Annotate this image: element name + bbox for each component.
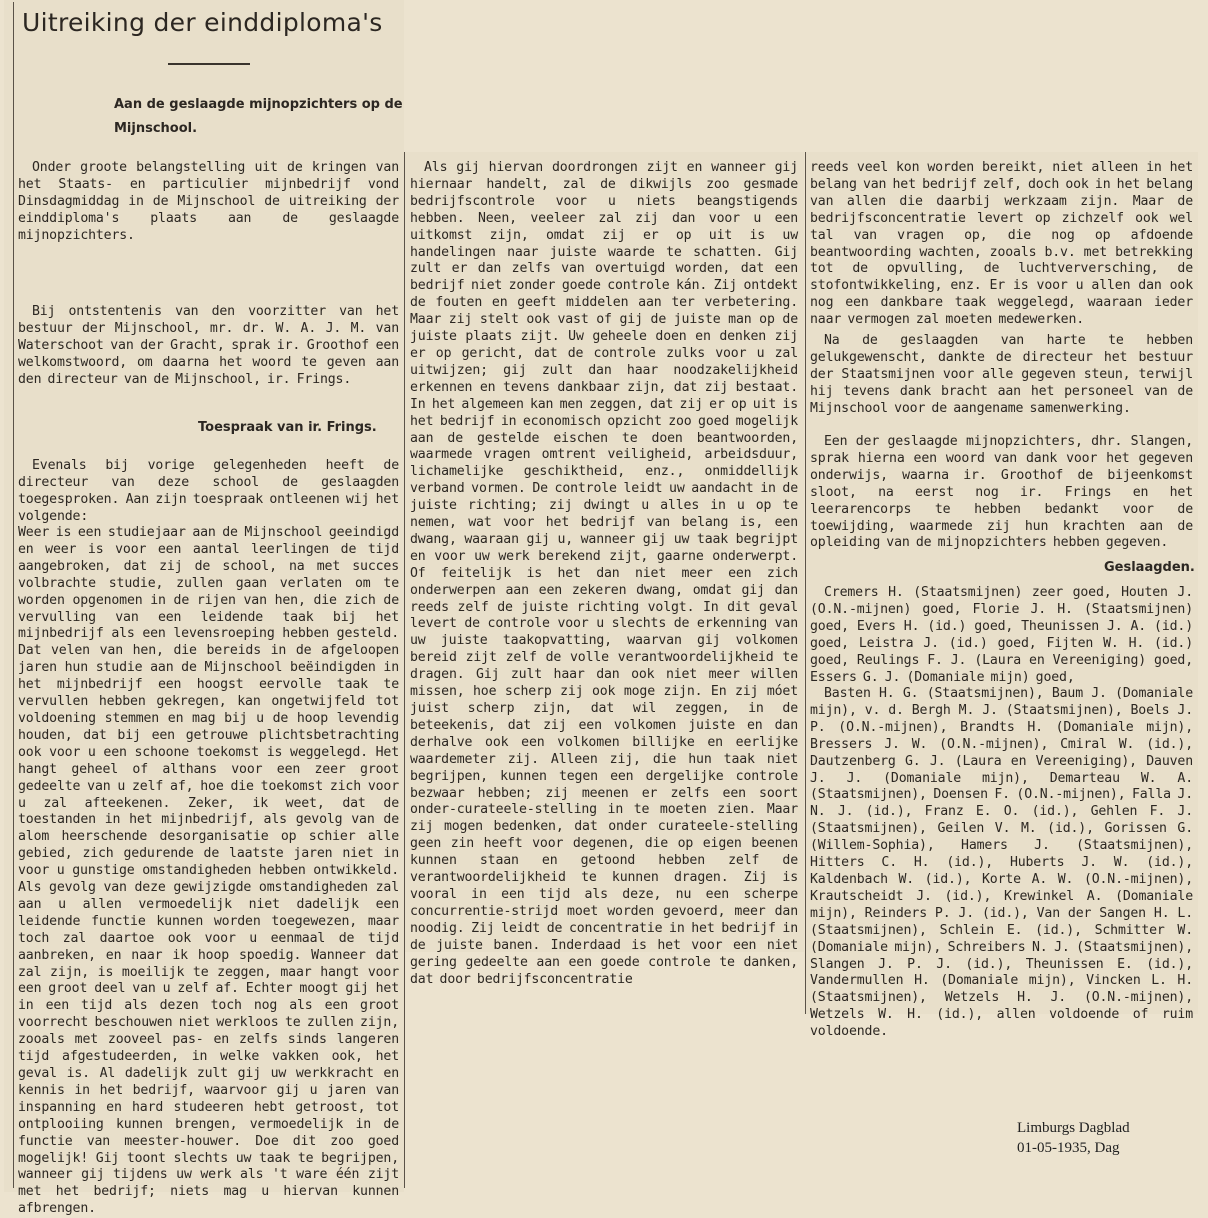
source-caption — [1017, 1118, 1130, 1158]
col3-paragraph-1: reeds veel kon worden bereikt, niet alleen in het belang van het bedrijf zelf, doch ook in het belang van allen die daarbij werkzaam zijn. Maar de bedrijfsconcentratie levert op zichzelf ook wel tal van vragen op, die nog op afdoende beantwoording wachten, zooals b.v. met betrekking tot de opvulling, de luchtverversching, de stofontwikkeling, enz. Er is voor u allen dan ook nog een dankbare taak weggelegd, waaraan ieder naar vermogen zal moeten medewerken. — [810, 160, 1193, 328]
article-subtitle: Aan de geslaagde mijnopzichters op de Mijnschool. — [114, 97, 403, 136]
source-date: 01-05-1935, Dag — [1017, 1140, 1120, 1156]
col3-section-heading: Geslaagden. — [1104, 560, 1195, 575]
column-rule-1 — [404, 152, 405, 1188]
col3-paragraph-4: Cremers H. (Staatsmijnen) zeer goed, Houten J. (O.N.-mijnen) goed, Florie J. H. (Staatsmijnen) goed, Evers H. (id.) goed, Theunissen J. A. (id.) goed, Leistra J. (id.) goed, Fijten W. H. (id.) goed, Reulings F. J. (Laura en Vereeniging) goed, Essers G. J. (Domaniale mijn) goed, — [810, 585, 1193, 685]
column-rule-left — [13, 2, 14, 1188]
col3-paragraph-3: Een der geslaagde mijnopzichters, dhr. Slangen, sprak hierna een woord van dank voor het gegeven onderwijs, waarna ir. Groothof de bijeenkomst sloot, na eerst nog ir. Frings en het leerarencorps te hebben bedankt voor de toewijding, waarmede zij hun krachten aan de opleiding van de mijnopzichters hebben gegeven. — [810, 434, 1193, 551]
column-rule-2 — [805, 152, 806, 1014]
col3-paragraph-5: Basten H. G. (Staatsmijnen), Baum J. (Domaniale mijn), v. d. Bergh M. J. (Staatsmijnen), Boels J. P. (O.N.-mijnen), Brandts H. (Domaniale mijn), Bressers J. W. (O.N.-mijnen), Cmiral W. (id.), Dautzenberg G. J. (Laura en Vereeniging), Dauven J. J. (Domaniale mijn), Demarteau W. A. (Staatsmijnen), Doensen F. (O.N.-mijnen), Falla J. N. J. (id.), Franz E. O. (id.), Gehlen F. J. (Staatsmijnen), Geilen V. M. (id.), Gorissen G. (Willem-Sophia), Hamers J. (Staatsmijnen), Hitters C. H. (id.), Huberts J. W. (id.), Kaldenbach W. (id.), Korte A. W. (O.N.-mijnen), Krautscheidt J. (id.), Krewinkel A. (Domaniale mijn), Reinders P. J. (id.), Van der Sangen H. L. (Staatsmijnen), Schlein E. (id.), Schmitter W. (Domaniale mijn), Schreibers N. J. (Staatsmijnen), Slangen J. P. J. (id.), Theunissen E. (id.), Vandermullen H. (Domaniale mijn), Vincken L. H. (Staatsmijnen), Wetzels H. J. (O.N.-mijnen), Wetzels W. H. (id.), allen voldoende of ruim voldoende. — [810, 686, 1193, 1040]
col1-paragraph-2: Bij ontstentenis van den voorzitter van het bestuur der Mijnschool, mr. dr. W. A. J. M. van Waterschoot van der Gracht, sprak ir. Groothof een welkomstwoord, om daarna het woord te geven aan den directeur van de Mijnschool, ir. Frings. — [18, 304, 399, 387]
col2-paragraph-1: Als gij hiervan doordrongen zijt en wanneer gij hiernaar handelt, zal de dikwijls zoo gesmade bedrijfscontrole voor u niets beangstigends hebben. Neen, veeleer zal zij dan voor u een uitkomst zijn, omdat zij er op uit is uw handelingen naar juiste waarde te schatten. Gij zult er dan zelfs van overtuigd worden, dat een bedrijf niet zonder goede controle kán. Zij ontdekt de fouten en geeft middelen aan ter verbetering. Maar zij stelt ook vast of gij de juiste man op de juiste plaats zijt. Uw geheele doen en denken zij er op gericht, dat de controle zulks voor u zal uitwijzen; gij zult dan haar noodzakelijkheid erkennen en tevens dankbaar zijn, dat zij bestaat. In het algemeen kan men zeggen, dat zij er op uit is het bedrijf in economisch opzicht zoo goed mogelijk aan de gestelde eischen te doen beantwoorden, waarmede vragen omtrent veiligheid, arbeidsduur, lichamelijke geschiktheid, enz., onmiddellijk verband vormen. De controle leidt uw aandacht in de juiste richting; zij dwingt u alles in u op te nemen, wat voor het bedrijf van belang is, een dwang, waaraan gij u, wanneer gij uw taak begrijpt en voor uw werk berekend zijt, gaarne onderwerpt. Of feitelijk is het dan niet meer een zich onderwerpen aan een zekeren dwang, omdat gij dan reeds zelf de juiste richting volgt. In dit geval levert de controle voor u slechts de erkenning van uw juiste taakopvatting, waarvan gij volkomen bereid zijt zelf de volle verantwoordelijkheid te dragen. Gij zult haar dan ook niet meer willen missen, hoe scherp zij ook moge zijn. En zij móet juist scherp zijn, dat wil zeggen, in de beteekenis, dat zij een volkomen juiste en dan derhalve ook een volkomen billijke en eerlijke waardemeter zij. Alleen zij, die hun taak niet begrijpen, kunnen tegen een dergelijke controle bezwaar hebben; zij meenen er zelfs een soort onder-curateele-stelling in te moeten zien. Maar zij mogen bedenken, dat onder curateele-stelling geen zin heeft voor degenen, die op eigen beenen kunnen staan en getoond hebben zelf de verantwoordelijkheid te kunnen dragen. Zij is vooral in een tijd als deze, nu een scherpe concurrentie-strijd moet worden gevoerd, meer dan noodig. Zij leidt de concentratie in het bedrijf in de juiste banen. Inderdaad is het voor een niet gering gedeelte aan een goede controle te danken, dat door bedrijfsconcentratie — [410, 160, 798, 987]
col1-paragraph-3: Evenals bij vorige gelegenheden heeft de directeur van deze school de geslaagden toegesproken. Aan zijn toespraak ontleenen wij het volgende: — [18, 458, 399, 524]
title-divider — [168, 63, 250, 65]
col3-paragraph-2: Na de geslaagden van harte te hebben gelukgewenscht, dankte de directeur het bestuur der Staatsmijnen voor alle gegeven steun, terwijl hij tevens dank bracht aan het personeel van de Mijnschool voor de aangename samenwerking. — [810, 333, 1193, 416]
article-title: Uitreiking der einddiploma's — [22, 8, 383, 37]
col1-section-heading: Toespraak van ir. Frings. — [198, 420, 377, 435]
col1-paragraph-4: Weer is een studiejaar aan de Mijnschool geeindigd en weer is voor een aantal leerlingen de tijd aangebroken, dat zij de school, na met succes volbrachte studie, zullen gaan verlaten om te worden opgenomen in de rijen van hen, die zich de vervulling van een leidende taak bij het mijnbedrijf als een levensroeping hebben gesteld. Dat velen van hen, die bereids in de afgeloopen jaren hun studie aan de Mijnschool beëindigden in het mijnbedrijf een hoogst eervolle taak te vervullen hebben gekregen, kan ongetwijfeld tot voldoening stemmen en mag bij u de hoop levendig houden, dat bij een getrouwe plichtsbetrachting ook voor u een schoone toekomst is weggelegd. Het hangt geheel of althans voor een zeer groot gedeelte van u zelf af, hoe die toekomst zich voor u zal afteekenen. Zeker, ik weet, dat de toestanden in het mijnbedrijf, als gevolg van de alom heerschende desorganisatie op schier alle gebied, zich gedurende de laatste jaren niet in voor u gunstige omstandigheden hebben ontwikkeld. Als gevolg van deze gewijzigde omstandigheden zal aan u allen vermoedelijk niet dadelijk een leidende functie kunnen worden toegewezen, maar toch zal daartoe ook voor u eenmaal de tijd aanbreken, en naar ik hoop spoedig. Wanneer dat zal zijn, is moeilijk te zeggen, maar hangt voor een groot deel van u zelf af. Echter moogt gij het in een tijd als dezen toch nog als een groot voorrecht beschouwen niet werkloos te zullen zijn, zooals met zooveel pas- en zelfs sinds langeren tijd afgestudeerden, in welke vakken ook, het geval is. Al dadelijk zult gij uw werkkracht en kennis in het bedrijf, waarvoor gij u jaren van inspanning en hard studeeren hebt getroost, tot ontplooiing kunnen brengen, vermoedelijk in de functie van meester-houwer. Doe dit zoo goed mogelijk! Gij toont slechts uw taak te begrijpen, wanneer gij tijdens uw werk als 't ware één zijt met het bedrijf; niets mag u hiervan kunnen afbrengen. — [18, 525, 399, 1217]
source-newspaper: Limburgs Dagblad — [1017, 1120, 1130, 1136]
col1-paragraph-1: Onder groote belangstelling uit de kringen van het Staats- en particulier mijnbedrijf vond Dinsdagmiddag in de Mijnschool de uitreiking der einddiploma's plaats aan de geslaagde mijnopzichters. — [18, 160, 399, 243]
